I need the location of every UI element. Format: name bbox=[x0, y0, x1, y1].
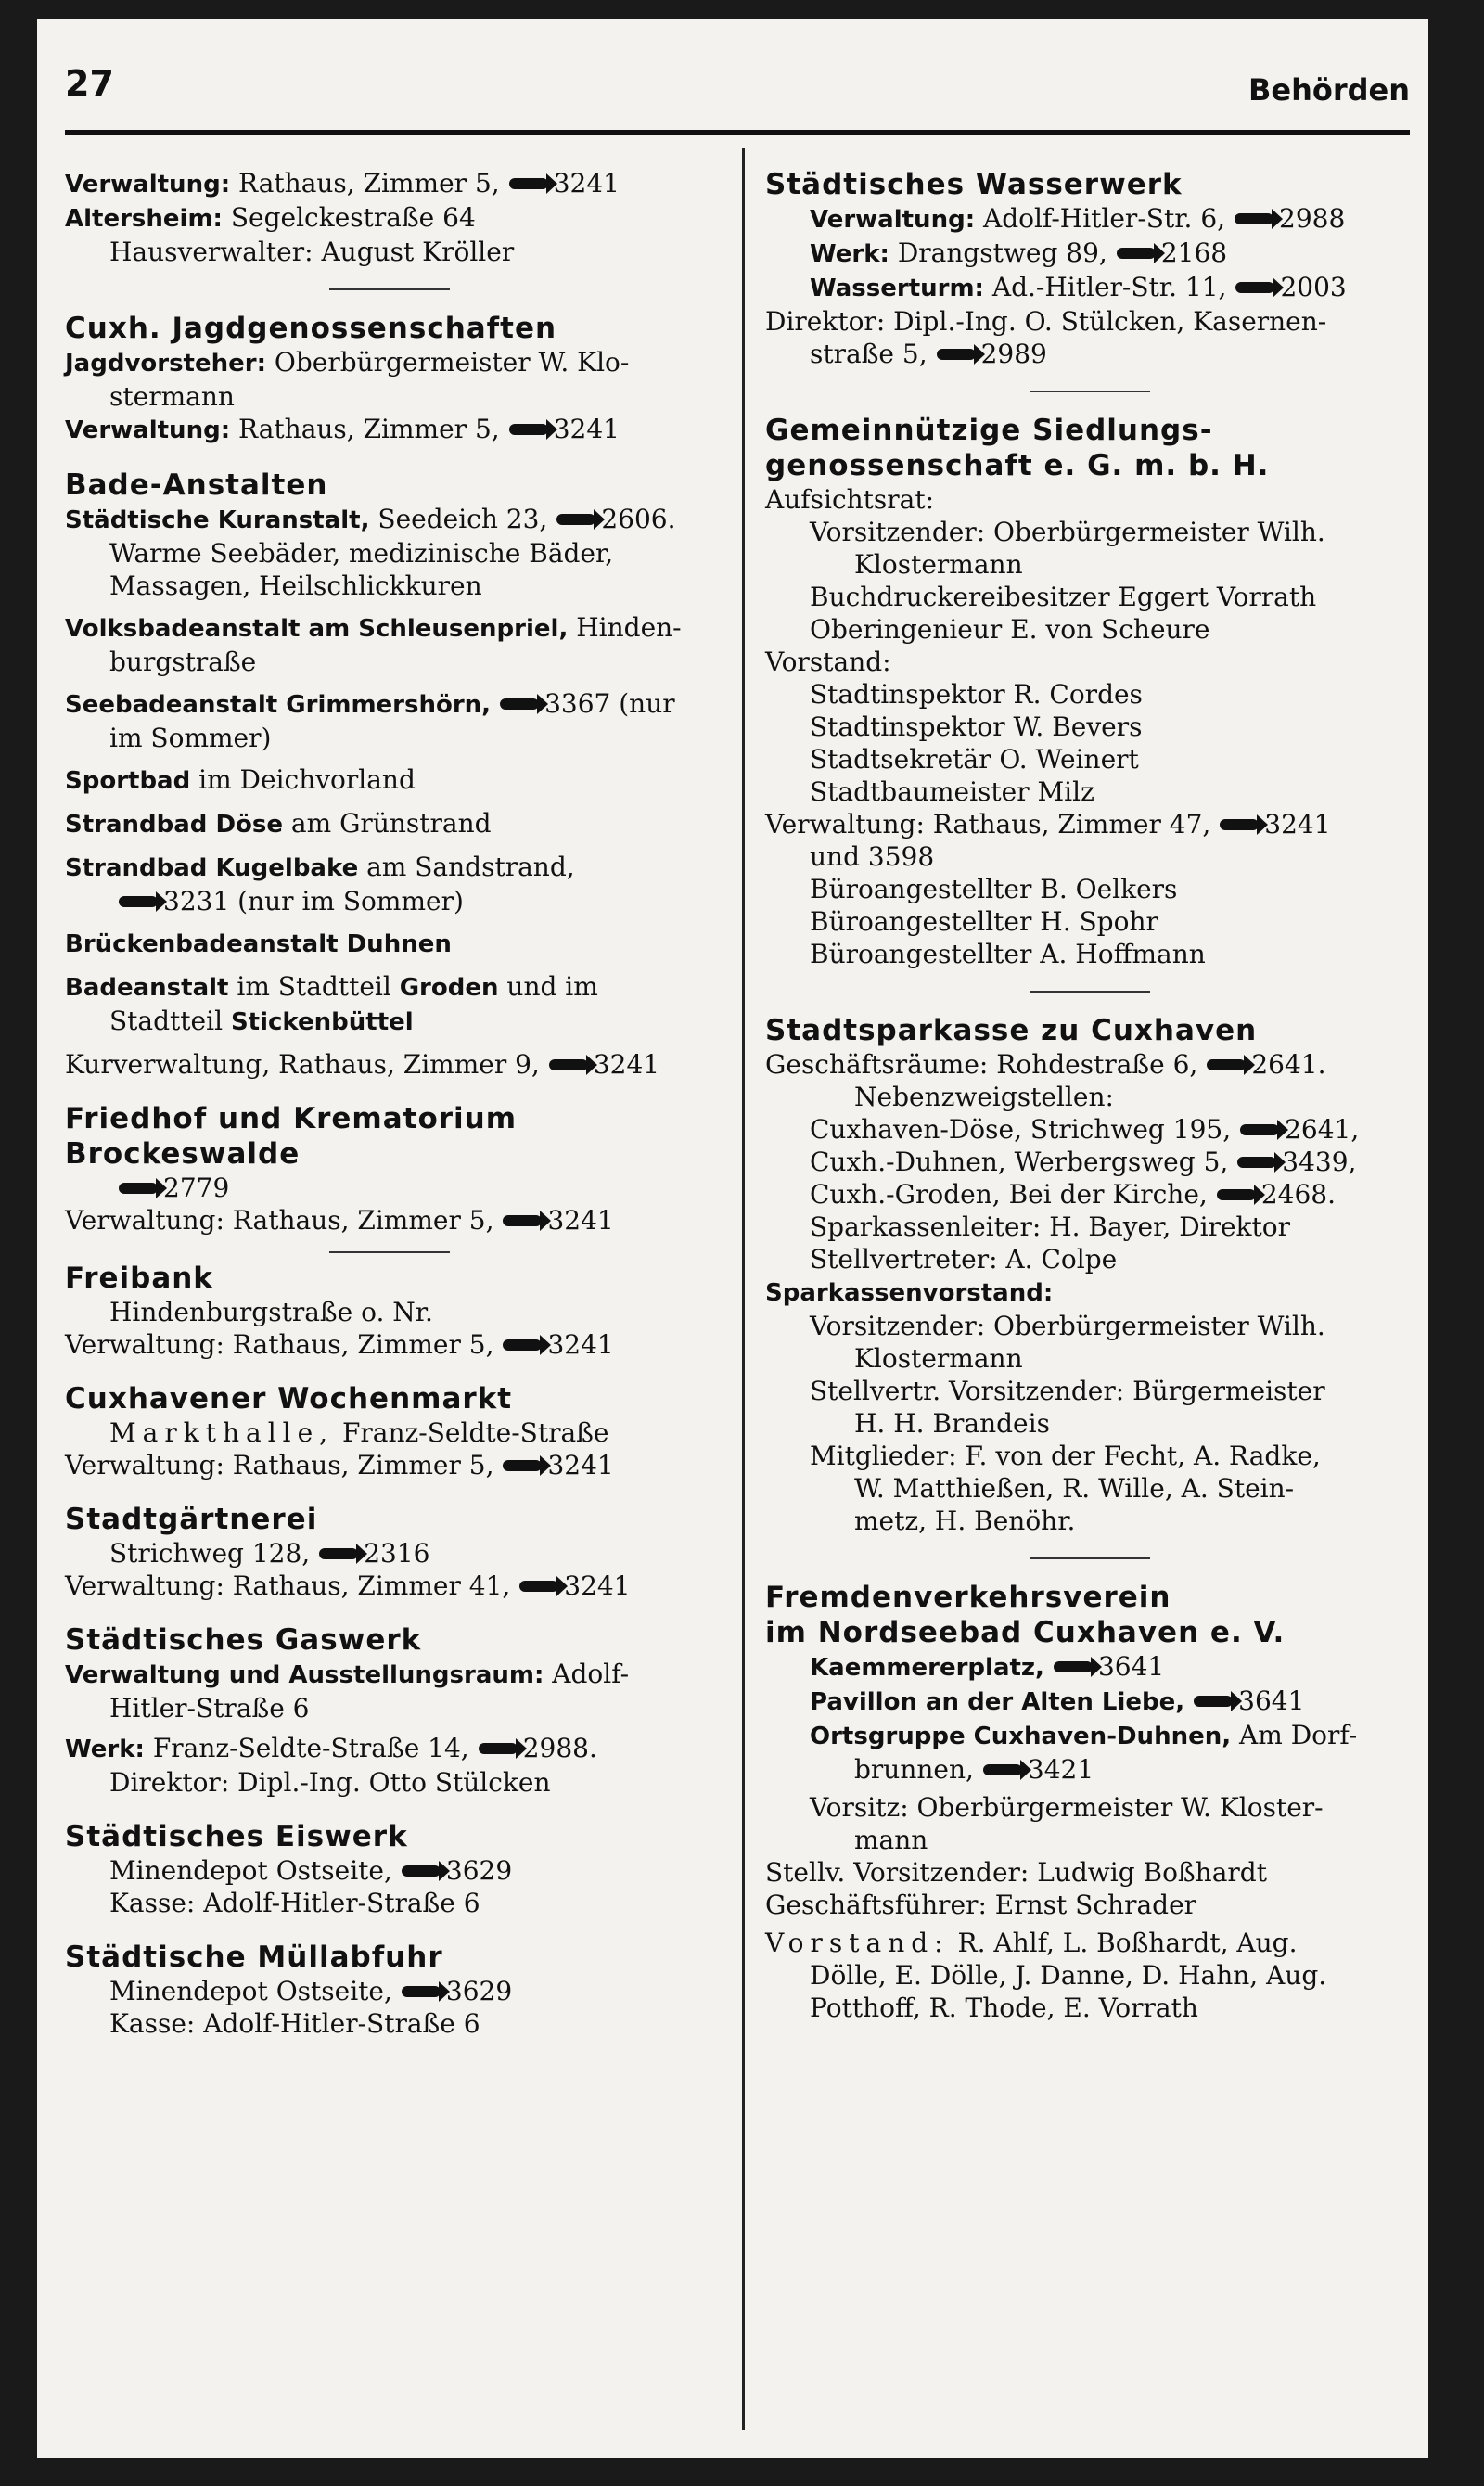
text: Verwaltung: Rathaus, Zimmer 5, bbox=[65, 1205, 494, 1236]
phone-number: 2779 bbox=[163, 1173, 230, 1203]
text: im Stadtteil bbox=[237, 971, 391, 1002]
label: Sportbad bbox=[65, 767, 191, 795]
text: Rathaus, Zimmer 5, bbox=[238, 414, 500, 444]
page-header bbox=[65, 56, 1410, 121]
text: Segelckestraße 64 bbox=[230, 202, 476, 233]
telephone-icon bbox=[1220, 819, 1259, 830]
telephone-icon bbox=[509, 424, 548, 435]
telephone-icon bbox=[503, 1460, 542, 1471]
text: Geschäftsräume: Rohdestraße 6, bbox=[765, 1049, 1198, 1080]
text: Adolf- bbox=[552, 1659, 630, 1689]
text-line: Stadtsekretär O. Weinert bbox=[810, 744, 1139, 775]
entry-title: Stadtsparkasse zu Cuxhaven bbox=[765, 1014, 1258, 1047]
text: Verwaltung: Rathaus, Zimmer 5, bbox=[65, 1450, 494, 1480]
text: Strichweg 128, bbox=[109, 1538, 311, 1569]
phone-number: 3241 bbox=[1264, 809, 1331, 839]
entry-title: Städtisches Gaswerk bbox=[65, 1623, 422, 1657]
phone-number: 2988. bbox=[522, 1733, 597, 1763]
telephone-icon bbox=[1117, 248, 1156, 259]
label: Pavillon an der Alten Liebe, bbox=[810, 1688, 1185, 1716]
entry-title: Fremdenverkehrsverein bbox=[765, 1581, 1171, 1614]
entry-wasserwerk bbox=[765, 167, 1414, 370]
right-column bbox=[765, 167, 1414, 2044]
text: Franz-Seldte-Straße bbox=[341, 1417, 609, 1448]
text: Seedeich 23, bbox=[377, 504, 548, 534]
text: Rathaus, Zimmer 5, bbox=[238, 168, 500, 199]
text: brunnen, bbox=[854, 1754, 974, 1785]
separator bbox=[1030, 391, 1150, 392]
text-line: Stellvertr. Vorsitzender: Bürgermeister bbox=[810, 1376, 1325, 1406]
label: Verwaltung und Ausstellungsraum: bbox=[65, 1661, 544, 1689]
text: Vorstand: bbox=[765, 1928, 950, 1958]
document-page bbox=[37, 19, 1428, 2458]
text-line: Nebenzweigstellen: bbox=[854, 1082, 1114, 1112]
telephone-icon bbox=[519, 1581, 558, 1592]
column-divider bbox=[742, 148, 745, 2430]
label: Werk: bbox=[810, 240, 889, 268]
entry-title: Freibank bbox=[65, 1262, 213, 1295]
text: Am Dorf- bbox=[1239, 1720, 1358, 1750]
text: Franz-Seldte-Straße 14, bbox=[152, 1733, 469, 1763]
text: Minendepot Ostseite, bbox=[109, 1855, 392, 1886]
phone-number: 3241 bbox=[553, 414, 620, 444]
label: Brückenbadeanstalt Duhnen bbox=[65, 930, 452, 958]
text: Adolf-Hitler-Str. 6, bbox=[983, 203, 1226, 234]
text-line: Massagen, Heilschlickkuren bbox=[109, 570, 482, 601]
telephone-icon bbox=[500, 698, 539, 710]
text-line: Aufsichtsrat: bbox=[765, 484, 935, 515]
text: Stadtteil bbox=[109, 1006, 224, 1036]
telephone-icon bbox=[983, 1764, 1022, 1775]
label: Sparkassenvorstand: bbox=[765, 1279, 1054, 1307]
text-line: Direktor: Dipl.-Ing. O. Stülcken, Kasernen- bbox=[765, 306, 1327, 337]
text-line: Mitglieder: F. von der Fecht, A. Radke, bbox=[810, 1441, 1321, 1471]
telephone-icon bbox=[937, 349, 976, 360]
text-line: Hitler-Straße 6 bbox=[109, 1693, 310, 1724]
text: (nur bbox=[619, 688, 675, 719]
phone-number: 3629 bbox=[445, 1976, 513, 2006]
label: Verwaltung: bbox=[65, 416, 231, 444]
entry-wochenmarkt bbox=[65, 1381, 714, 1481]
telephone-icon bbox=[1240, 1124, 1279, 1135]
telephone-icon bbox=[1217, 1189, 1256, 1200]
telephone-icon bbox=[556, 514, 595, 525]
text-line: Hindenburgstraße o. Nr. bbox=[109, 1297, 433, 1327]
label: Seebadeanstalt Grimmershörn, bbox=[65, 691, 492, 719]
phone-number: 2989 bbox=[980, 339, 1047, 369]
phone-number: 3241 bbox=[547, 1329, 614, 1360]
entry-title: Stadtgärtnerei bbox=[65, 1503, 318, 1536]
telephone-icon bbox=[509, 178, 548, 189]
text-line: Warme Seebäder, medizinische Bäder, bbox=[109, 538, 614, 569]
entry-siedlungsgenossenschaft bbox=[765, 413, 1414, 970]
telephone-icon bbox=[319, 1548, 358, 1559]
text-line: Büroangestellter B. Oelkers bbox=[810, 874, 1178, 904]
text: (nur im Sommer) bbox=[237, 886, 464, 916]
label: Strandbad Döse bbox=[65, 811, 284, 839]
phone-number: 3241 bbox=[553, 168, 620, 199]
text: und im bbox=[506, 971, 598, 1002]
entry-title: Städtische Müllabfuhr bbox=[65, 1941, 443, 1974]
separator bbox=[1030, 1557, 1150, 1559]
separator bbox=[1030, 991, 1150, 993]
phone-number: 3439, bbox=[1282, 1147, 1357, 1177]
text-line: Büroangestellter A. Hoffmann bbox=[810, 939, 1206, 969]
label: Jagdvorsteher: bbox=[65, 350, 266, 378]
text-line: Oberingenieur E. von Scheure bbox=[810, 614, 1210, 645]
text: Markthalle, bbox=[109, 1417, 335, 1448]
phone-number: 2641. bbox=[1251, 1049, 1326, 1080]
text-line: Kasse: Adolf-Hitler-Straße 6 bbox=[109, 1888, 480, 1918]
entry-title: Friedhof und Krematorium bbox=[65, 1102, 518, 1135]
telephone-icon bbox=[1207, 1059, 1246, 1070]
text-line: Kasse: Adolf-Hitler-Straße 6 bbox=[109, 2008, 480, 2039]
phone-number: 3641 bbox=[1097, 1651, 1165, 1682]
label: Strandbad Kugelbake bbox=[65, 854, 359, 882]
separator bbox=[329, 1251, 450, 1253]
text-line: Klostermann bbox=[854, 1343, 1023, 1374]
text: Kurverwaltung, Rathaus, Zimmer 9, bbox=[65, 1049, 540, 1080]
text-line: stermann bbox=[109, 381, 235, 412]
text: Verwaltung: Rathaus, Zimmer 47, bbox=[765, 809, 1211, 839]
telephone-icon bbox=[402, 1865, 441, 1877]
text-line: Potthoff, R. Thode, E. Vorrath bbox=[810, 1993, 1198, 2023]
entry-stadtgaertnerei bbox=[65, 1502, 714, 1602]
text-line: Direktor: Dipl.-Ing. Otto Stülcken bbox=[109, 1767, 551, 1798]
entry-title: im Nordseebad Cuxhaven e. V. bbox=[765, 1616, 1286, 1649]
text: im Deichvorland bbox=[198, 764, 416, 795]
phone-number: 2168 bbox=[1160, 237, 1228, 268]
entry-eiswerk bbox=[65, 1819, 714, 1919]
phone-number: 2003 bbox=[1280, 272, 1347, 302]
phone-number: 3629 bbox=[445, 1855, 513, 1886]
telephone-icon bbox=[1194, 1696, 1233, 1707]
label: Verwaltung: bbox=[810, 206, 976, 234]
entry-title: Brockeswalde bbox=[65, 1137, 301, 1171]
telephone-icon bbox=[1235, 213, 1273, 224]
entry-title: Städtisches Wasserwerk bbox=[765, 168, 1183, 201]
text-line: Stellvertreter: A. Colpe bbox=[810, 1244, 1118, 1275]
text: Ad.-Hitler-Str. 11, bbox=[991, 272, 1227, 302]
entry-title: Gemeinnützige Siedlungs- bbox=[765, 414, 1213, 447]
text-line: Dölle, E. Dölle, J. Danne, D. Hahn, Aug. bbox=[810, 1960, 1327, 1991]
text: am Grünstrand bbox=[290, 808, 492, 839]
label: Volksbadeanstalt am Schleusenpriel, bbox=[65, 615, 569, 643]
entry-title: Bade-Anstalten bbox=[65, 468, 328, 502]
text-line: Vorsitzender: Oberbürgermeister Wilh. bbox=[810, 1311, 1325, 1341]
phone-number: 2641, bbox=[1285, 1114, 1360, 1145]
entry-bade-anstalten bbox=[65, 468, 714, 1081]
phone-number: 2316 bbox=[364, 1538, 430, 1569]
phone-number: 2468. bbox=[1260, 1179, 1336, 1210]
text-line: Stadtbaumeister Milz bbox=[810, 776, 1094, 807]
label: Wasserturm: bbox=[810, 275, 984, 302]
section-heading: Behörden bbox=[1247, 72, 1410, 108]
text-line: Stadtinspektor W. Bevers bbox=[810, 711, 1143, 742]
text: Drangstweg 89, bbox=[897, 237, 1107, 268]
label: Verwaltung: bbox=[65, 171, 231, 199]
label: Groden bbox=[399, 974, 499, 1002]
phone-number: 3421 bbox=[1027, 1754, 1094, 1785]
text-line: Geschäftsführer: Ernst Schrader bbox=[765, 1890, 1197, 1920]
telephone-icon bbox=[503, 1215, 542, 1226]
text: am Sandstrand, bbox=[366, 852, 575, 882]
text-line: Hausverwalter: August Kröller bbox=[109, 237, 515, 267]
telephone-icon bbox=[119, 896, 158, 907]
text-line: Büroangestellter H. Spohr bbox=[810, 906, 1158, 937]
text-line: Stadtinspektor R. Cordes bbox=[810, 679, 1143, 710]
text: Hinden- bbox=[576, 612, 682, 643]
phone-number: 3241 bbox=[593, 1049, 660, 1080]
text: Verwaltung: Rathaus, Zimmer 41, bbox=[65, 1570, 511, 1601]
entry-friedhof bbox=[65, 1101, 714, 1237]
text-line: im Sommer) bbox=[109, 723, 272, 753]
phone-number: 2606. bbox=[601, 504, 676, 534]
phone-number: 3241 bbox=[547, 1205, 614, 1236]
telephone-icon bbox=[402, 1986, 441, 1997]
page-number: 27 bbox=[65, 63, 114, 104]
label: Ortsgruppe Cuxhaven-Duhnen, bbox=[810, 1723, 1232, 1750]
text: Cuxh.-Duhnen, Werbergsweg 5, bbox=[810, 1147, 1229, 1177]
left-column bbox=[65, 167, 714, 2060]
separator bbox=[329, 288, 450, 290]
phone-number: 3367 bbox=[544, 688, 611, 719]
phone-number: 3241 bbox=[564, 1570, 631, 1601]
phone-number: 2988 bbox=[1279, 203, 1346, 234]
telephone-icon bbox=[1054, 1661, 1093, 1672]
phone-number: 3241 bbox=[547, 1450, 614, 1480]
text-line: Stellv. Vorsitzender: Ludwig Boßhardt bbox=[765, 1857, 1267, 1888]
text: Minendepot Ostseite, bbox=[109, 1976, 392, 2006]
phone-number: 3231 bbox=[163, 886, 230, 916]
telephone-icon bbox=[549, 1059, 588, 1070]
telephone-icon bbox=[1235, 282, 1274, 293]
entry-freibank bbox=[65, 1261, 714, 1361]
text-line: metz, H. Benöhr. bbox=[854, 1506, 1076, 1536]
entry-title: genossenschaft e. G. m. b. H. bbox=[765, 449, 1270, 482]
entry-muellabfuhr bbox=[65, 1940, 714, 2040]
text: straße 5, bbox=[810, 339, 928, 369]
text-line: W. Matthießen, R. Wille, A. Stein- bbox=[854, 1473, 1295, 1504]
entry-jagdgenossenschaften bbox=[65, 311, 714, 447]
phone-number: 3641 bbox=[1238, 1685, 1305, 1716]
entry-gaswerk bbox=[65, 1622, 714, 1799]
text-line: mann bbox=[854, 1825, 928, 1855]
text: Cuxhaven-Döse, Strichweg 195, bbox=[810, 1114, 1232, 1145]
entry-fremdenverkehrsverein bbox=[765, 1580, 1414, 2024]
label: Städtische Kuranstalt, bbox=[65, 506, 370, 534]
text-line: Klostermann bbox=[854, 549, 1023, 580]
entry-stadtsparkasse bbox=[765, 1013, 1414, 1537]
entry-rathaus-altersheim bbox=[65, 167, 714, 268]
entry-title: Cuxh. Jagdgenossenschaften bbox=[65, 312, 557, 345]
text: Verwaltung: Rathaus, Zimmer 5, bbox=[65, 1329, 494, 1360]
label: Stickenbüttel bbox=[230, 1008, 414, 1036]
text: R. Ahlf, L. Boßhardt, Aug. bbox=[957, 1928, 1298, 1958]
telephone-icon bbox=[119, 1183, 158, 1194]
header-rule bbox=[65, 130, 1410, 135]
text-line: Buchdruckereibesitzer Eggert Vorrath bbox=[810, 582, 1317, 612]
text-line: und 3598 bbox=[810, 841, 935, 872]
telephone-icon bbox=[1237, 1157, 1276, 1168]
text-line: H. H. Brandeis bbox=[854, 1408, 1050, 1439]
entry-title: Cuxhavener Wochenmarkt bbox=[65, 1382, 513, 1416]
label: Kaemmererplatz, bbox=[810, 1654, 1044, 1682]
text-line: burgstraße bbox=[109, 647, 257, 677]
text-line: Vorstand: bbox=[765, 647, 891, 677]
entry-title: Städtisches Eiswerk bbox=[65, 1820, 408, 1853]
text: Cuxh.-Groden, Bei der Kirche, bbox=[810, 1179, 1208, 1210]
telephone-icon bbox=[503, 1339, 542, 1351]
label: Werk: bbox=[65, 1736, 145, 1763]
label: Badeanstalt bbox=[65, 974, 229, 1002]
text-line: Vorsitz: Oberbürgermeister W. Kloster- bbox=[810, 1792, 1324, 1823]
text-line: Vorsitzender: Oberbürgermeister Wilh. bbox=[810, 517, 1325, 547]
label: Altersheim: bbox=[65, 205, 223, 233]
telephone-icon bbox=[479, 1743, 518, 1754]
text: Oberbürgermeister W. Klo- bbox=[274, 347, 630, 378]
text-line: Sparkassenleiter: H. Bayer, Direktor bbox=[810, 1211, 1291, 1242]
